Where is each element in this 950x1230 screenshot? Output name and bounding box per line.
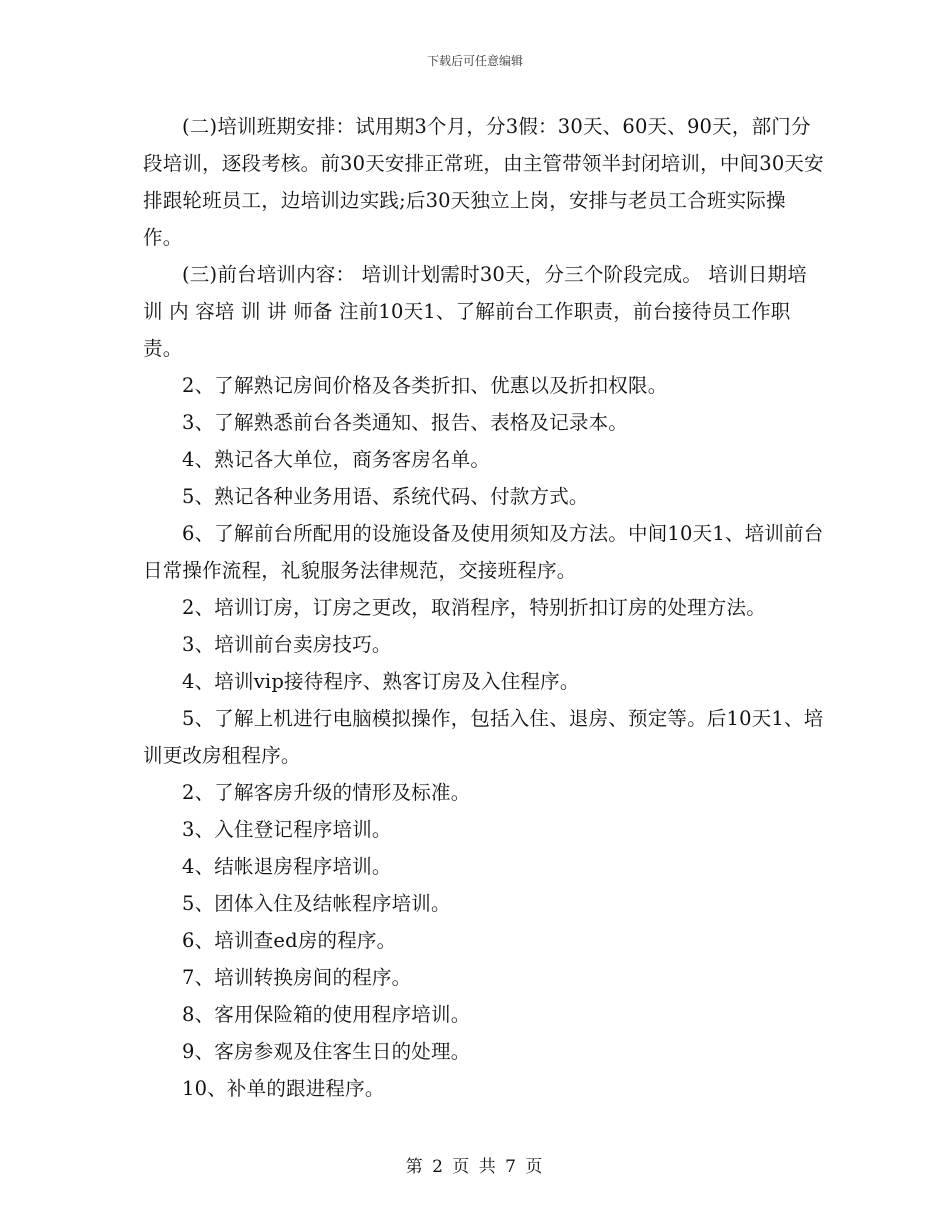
list-item: 5、团体入住及结帐程序培训。 bbox=[182, 892, 451, 915]
paragraph-front-desk-content: (三)前台培训内容： 培训计划需时30天，分三个阶段完成。 培训日期培 训 内 容培 训 讲 师备 注前10天1、了解前台工作职责，前台接待员工作职责。 bbox=[143, 263, 807, 360]
list-item: 7、培训转换房间的程序。 bbox=[182, 966, 412, 989]
list-item: 2、培训订房，订房之更改，取消程序，特别折扣订房的处理方法。 bbox=[182, 596, 766, 619]
list-item: 4、结帐退房程序培训。 bbox=[182, 855, 392, 878]
list-item: 3、了解熟悉前台各类通知、报告、表格及记录本。 bbox=[182, 411, 629, 434]
list-item: 2、了解客房升级的情形及标准。 bbox=[182, 781, 471, 804]
list-item: 5、了解上机进行电脑模拟操作，包括入住、退房、预定等。后10天1、培训更改房租程序。 bbox=[143, 707, 824, 767]
document-body bbox=[143, 108, 825, 1107]
list-item: 2、了解熟记房间价格及各类折扣、优惠以及折扣权限。 bbox=[182, 374, 668, 397]
list-item: 6、了解前台所配用的设施设备及使用须知及方法。中间10天1、培训前台日常操作流程，礼貌服务法律规范，交接班程序。 bbox=[143, 522, 824, 582]
paragraph-training-schedule: (二)培训班期安排：试用期3个月，分3假：30天、60天、90天，部门分段培训，逐段考核。前30天安排正常班，由主管带领半封闭培训，中间30天安排跟轮班员工，边培训边实践;后30天独立上岗，安排与老员工合班实际操作。 bbox=[143, 115, 824, 249]
list-item: 6、培训查ed房的程序。 bbox=[182, 929, 397, 952]
list-item: 10、补单的跟进程序。 bbox=[182, 1077, 385, 1100]
list-item: 4、培训vip接待程序、熟客订房及入住程序。 bbox=[182, 670, 580, 693]
list-item: 3、入住登记程序培训。 bbox=[182, 818, 392, 841]
list-item: 9、客房参观及住客生日的处理。 bbox=[182, 1040, 471, 1063]
list-item: 8、客用保险箱的使用程序培训。 bbox=[182, 1003, 471, 1026]
page-header-note: 下载后可任意编辑 bbox=[426, 54, 523, 68]
page-number-footer: 第 2 页 共 7 页 bbox=[405, 1157, 545, 1177]
list-item: 3、培训前台卖房技巧。 bbox=[182, 633, 392, 656]
list-item: 4、熟记各大单位，商务客房名单。 bbox=[182, 448, 491, 471]
list-item: 5、熟记各种业务用语、系统代码、付款方式。 bbox=[182, 485, 589, 508]
